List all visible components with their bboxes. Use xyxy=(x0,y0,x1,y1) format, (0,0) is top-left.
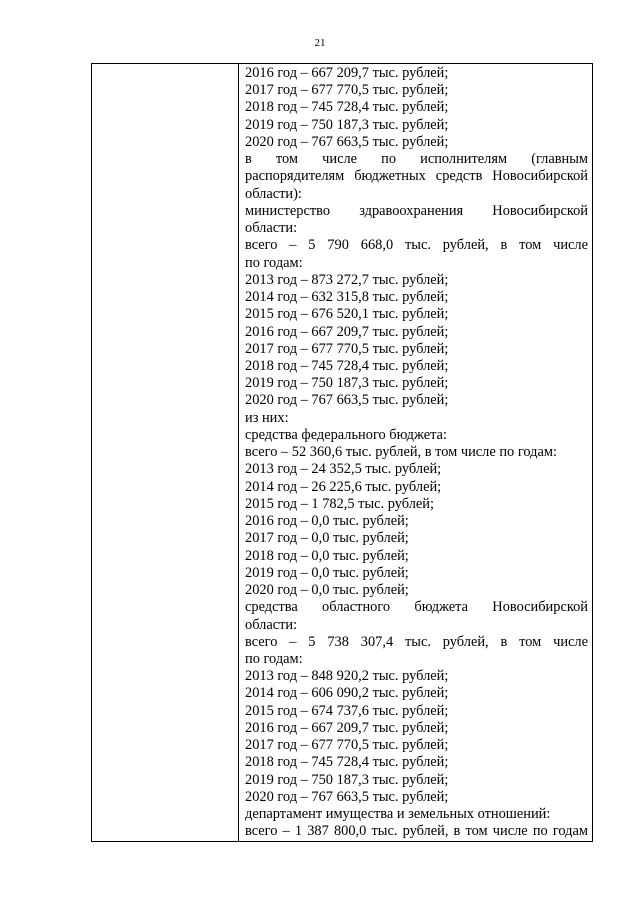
text-line: 2016 год – 0,0 тыс. рублей; xyxy=(245,513,409,530)
text-line: 2013 год – 24 352,5 тыс. рублей; xyxy=(245,461,442,478)
text-line: 2019 год – 0,0 тыс. рублей; xyxy=(245,564,409,581)
text-line: 2013 год – 848 920,2 тыс. рублей; xyxy=(245,668,449,685)
text-line: 2016 год – 667 209,7 тыс. рублей; xyxy=(245,719,449,736)
text-line: 2020 год – 767 663,5 тыс. рублей; xyxy=(245,788,449,805)
text-line: средства федерального бюджета: xyxy=(245,426,447,443)
text-line: из них: xyxy=(245,409,289,426)
text-line: 2014 год – 632 315,8 тыс. рублей; xyxy=(245,289,449,306)
text-line: по годам: xyxy=(245,650,303,667)
text-line: 2019 год – 750 187,3 тыс. рублей; xyxy=(245,771,449,788)
text-line: 2017 год – 677 770,5 тыс. рублей; xyxy=(245,82,449,99)
document-table xyxy=(91,63,593,842)
table-right-cell xyxy=(239,64,592,841)
text-line: средства областного бюджета Новосибирской xyxy=(245,599,588,616)
text-line: 2018 год – 745 728,4 тыс. рублей; xyxy=(245,99,449,116)
page-number: 21 xyxy=(314,37,326,49)
text-line: министерство здравоохранения Новосибирской xyxy=(245,202,588,219)
table-left-cell xyxy=(92,64,239,841)
text-line: 2020 год – 0,0 тыс. рублей; xyxy=(245,582,409,599)
text-line: 2020 год – 767 663,5 тыс. рублей; xyxy=(245,392,449,409)
text-line: 2015 год – 676 520,1 тыс. рублей; xyxy=(245,306,449,323)
text-line: 2019 год – 750 187,3 тыс. рублей; xyxy=(245,375,449,392)
text-line: всего – 5 738 307,4 тыс. рублей, в том числе xyxy=(245,633,588,650)
text-line: всего – 1 387 800,0 тыс. рублей, в том числе по годам xyxy=(245,823,588,840)
text-line: 2020 год – 767 663,5 тыс. рублей; xyxy=(245,133,449,150)
text-line: 2014 год – 26 225,6 тыс. рублей; xyxy=(245,478,442,495)
text-line: 2015 год – 674 737,6 тыс. рублей; xyxy=(245,702,449,719)
text-line: 2015 год – 1 782,5 тыс. рублей; xyxy=(245,495,434,512)
text-line: 2018 год – 745 728,4 тыс. рублей; xyxy=(245,357,449,374)
text-line: распорядителям бюджетных средств Новосибирской xyxy=(245,168,588,185)
text-line: 2016 год – 667 209,7 тыс. рублей; xyxy=(245,65,449,81)
text-line: 2013 год – 873 272,7 тыс. рублей; xyxy=(245,271,449,288)
text-line: 2018 год – 0,0 тыс. рублей; xyxy=(245,547,409,564)
text-line: департамент имущества и земельных отношений: xyxy=(245,806,551,823)
text-line: 2016 год – 667 209,7 тыс. рублей; xyxy=(245,323,449,340)
text-line: области: xyxy=(245,616,298,633)
text-line: всего – 52 360,6 тыс. рублей, в том числе по годам: xyxy=(245,444,557,461)
text-line: 2017 год – 677 770,5 тыс. рублей; xyxy=(245,340,449,357)
text-line: в том числе по исполнителям (главным xyxy=(245,151,588,168)
text-line: 2017 год – 0,0 тыс. рублей; xyxy=(245,530,409,547)
text-line: 2018 год – 745 728,4 тыс. рублей; xyxy=(245,754,449,771)
text-line: 2014 год – 606 090,2 тыс. рублей; xyxy=(245,685,449,702)
text-line: по годам: xyxy=(245,254,303,271)
text-line: 2017 год – 677 770,5 тыс. рублей; xyxy=(245,737,449,754)
text-line: 2019 год – 750 187,3 тыс. рублей; xyxy=(245,116,449,133)
text-line: области): xyxy=(245,185,302,202)
text-line: всего – 5 790 668,0 тыс. рублей, в том числе xyxy=(245,237,588,254)
text-line: области: xyxy=(245,220,298,237)
